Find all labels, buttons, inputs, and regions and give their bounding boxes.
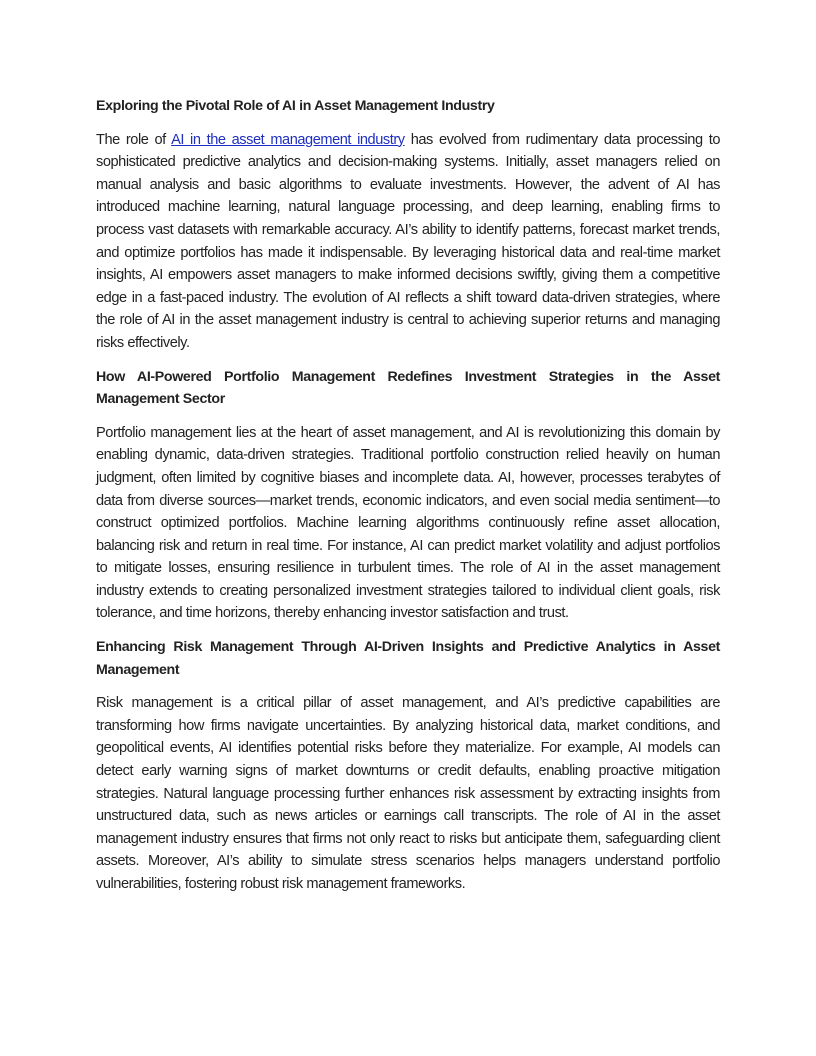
- ai-asset-management-link[interactable]: AI in the asset management industry: [171, 131, 405, 148]
- paragraph-suffix: has evolved from rudimentary data processing to sophisticated predictive analytics and decision-making systems. Initially, asset managers relied on manual analysis and basic algorithms to evaluate investments. However, the advent of AI has introduced machine learning, natural language processing, and deep learning, enabling firms to process vast datasets with remarkable accuracy. AI’s ability to identify patterns, forecast market trends, and optimize portfolios has made it indispensable. By leveraging historical data and real-time market insights, AI empowers asset managers to make informed decisions swiftly, giving them a competitive edge in a fast-paced industry. The evolution of AI reflects a shift toward data-driven strategies, where the role of AI in the asset management industry is central to achieving superior returns and managing risks effectively.: [96, 131, 720, 351]
- section-heading: Enhancing Risk Management Through AI-Driven Insights and Predictive Analytics in Asset Management: [96, 639, 720, 678]
- section-ai-role: [96, 95, 720, 355]
- section-risk-management: [96, 636, 720, 896]
- section-heading: How AI-Powered Portfolio Management Redefines Investment Strategies in the Asset Management Sector: [96, 368, 720, 408]
- section-paragraph: [96, 129, 720, 355]
- section-paragraph: Risk management is a critical pillar of asset management, and AI’s predictive capabilities are transforming how firms navigate uncertainties. By analyzing historical data, market conditions, and geopolitical events, AI identifies potential risks before they materialize. For example, AI models can detect early warning signs of market downturns or credit defaults, enabling proactive mitigation strategies. Natural language processing further enhances risk assessment by extracting insights from unstructured data, such as news articles or earnings call transcripts. The role of AI in the asset management industry ensures that firms not only react to risks but anticipate them, safeguarding client assets. Moreover, AI’s ability to simulate stress scenarios helps managers understand portfolio vulnerabilities, fostering robust risk management frameworks.: [96, 695, 720, 892]
- section-paragraph: Portfolio management lies at the heart of asset management, and AI is revolutionizing this domain by enabling dynamic, data-driven strategies. Traditional portfolio construction relied heavily on human judgment, often limited by cognitive biases and incomplete data. AI, however, processes terabytes of data from diverse sources—market trends, economic indicators, and even social media sentiment—to construct optimized portfolios. Machine learning algorithms continuously refine asset allocation, balancing risk and return in real time. For instance, AI can predict market volatility and adjust portfolios to mitigate losses, ensuring resilience in turbulent times. The role of AI in the asset management industry extends to creating personalized investment strategies tailored to individual client goals, risk tolerance, and time horizons, thereby enhancing investor satisfaction and trust.: [96, 424, 720, 622]
- section-portfolio-management: [96, 366, 720, 626]
- document-page: [96, 95, 720, 907]
- paragraph-prefix: The role of: [96, 131, 172, 148]
- section-heading: Exploring the Pivotal Role of AI in Asset Management Industry: [96, 98, 495, 114]
